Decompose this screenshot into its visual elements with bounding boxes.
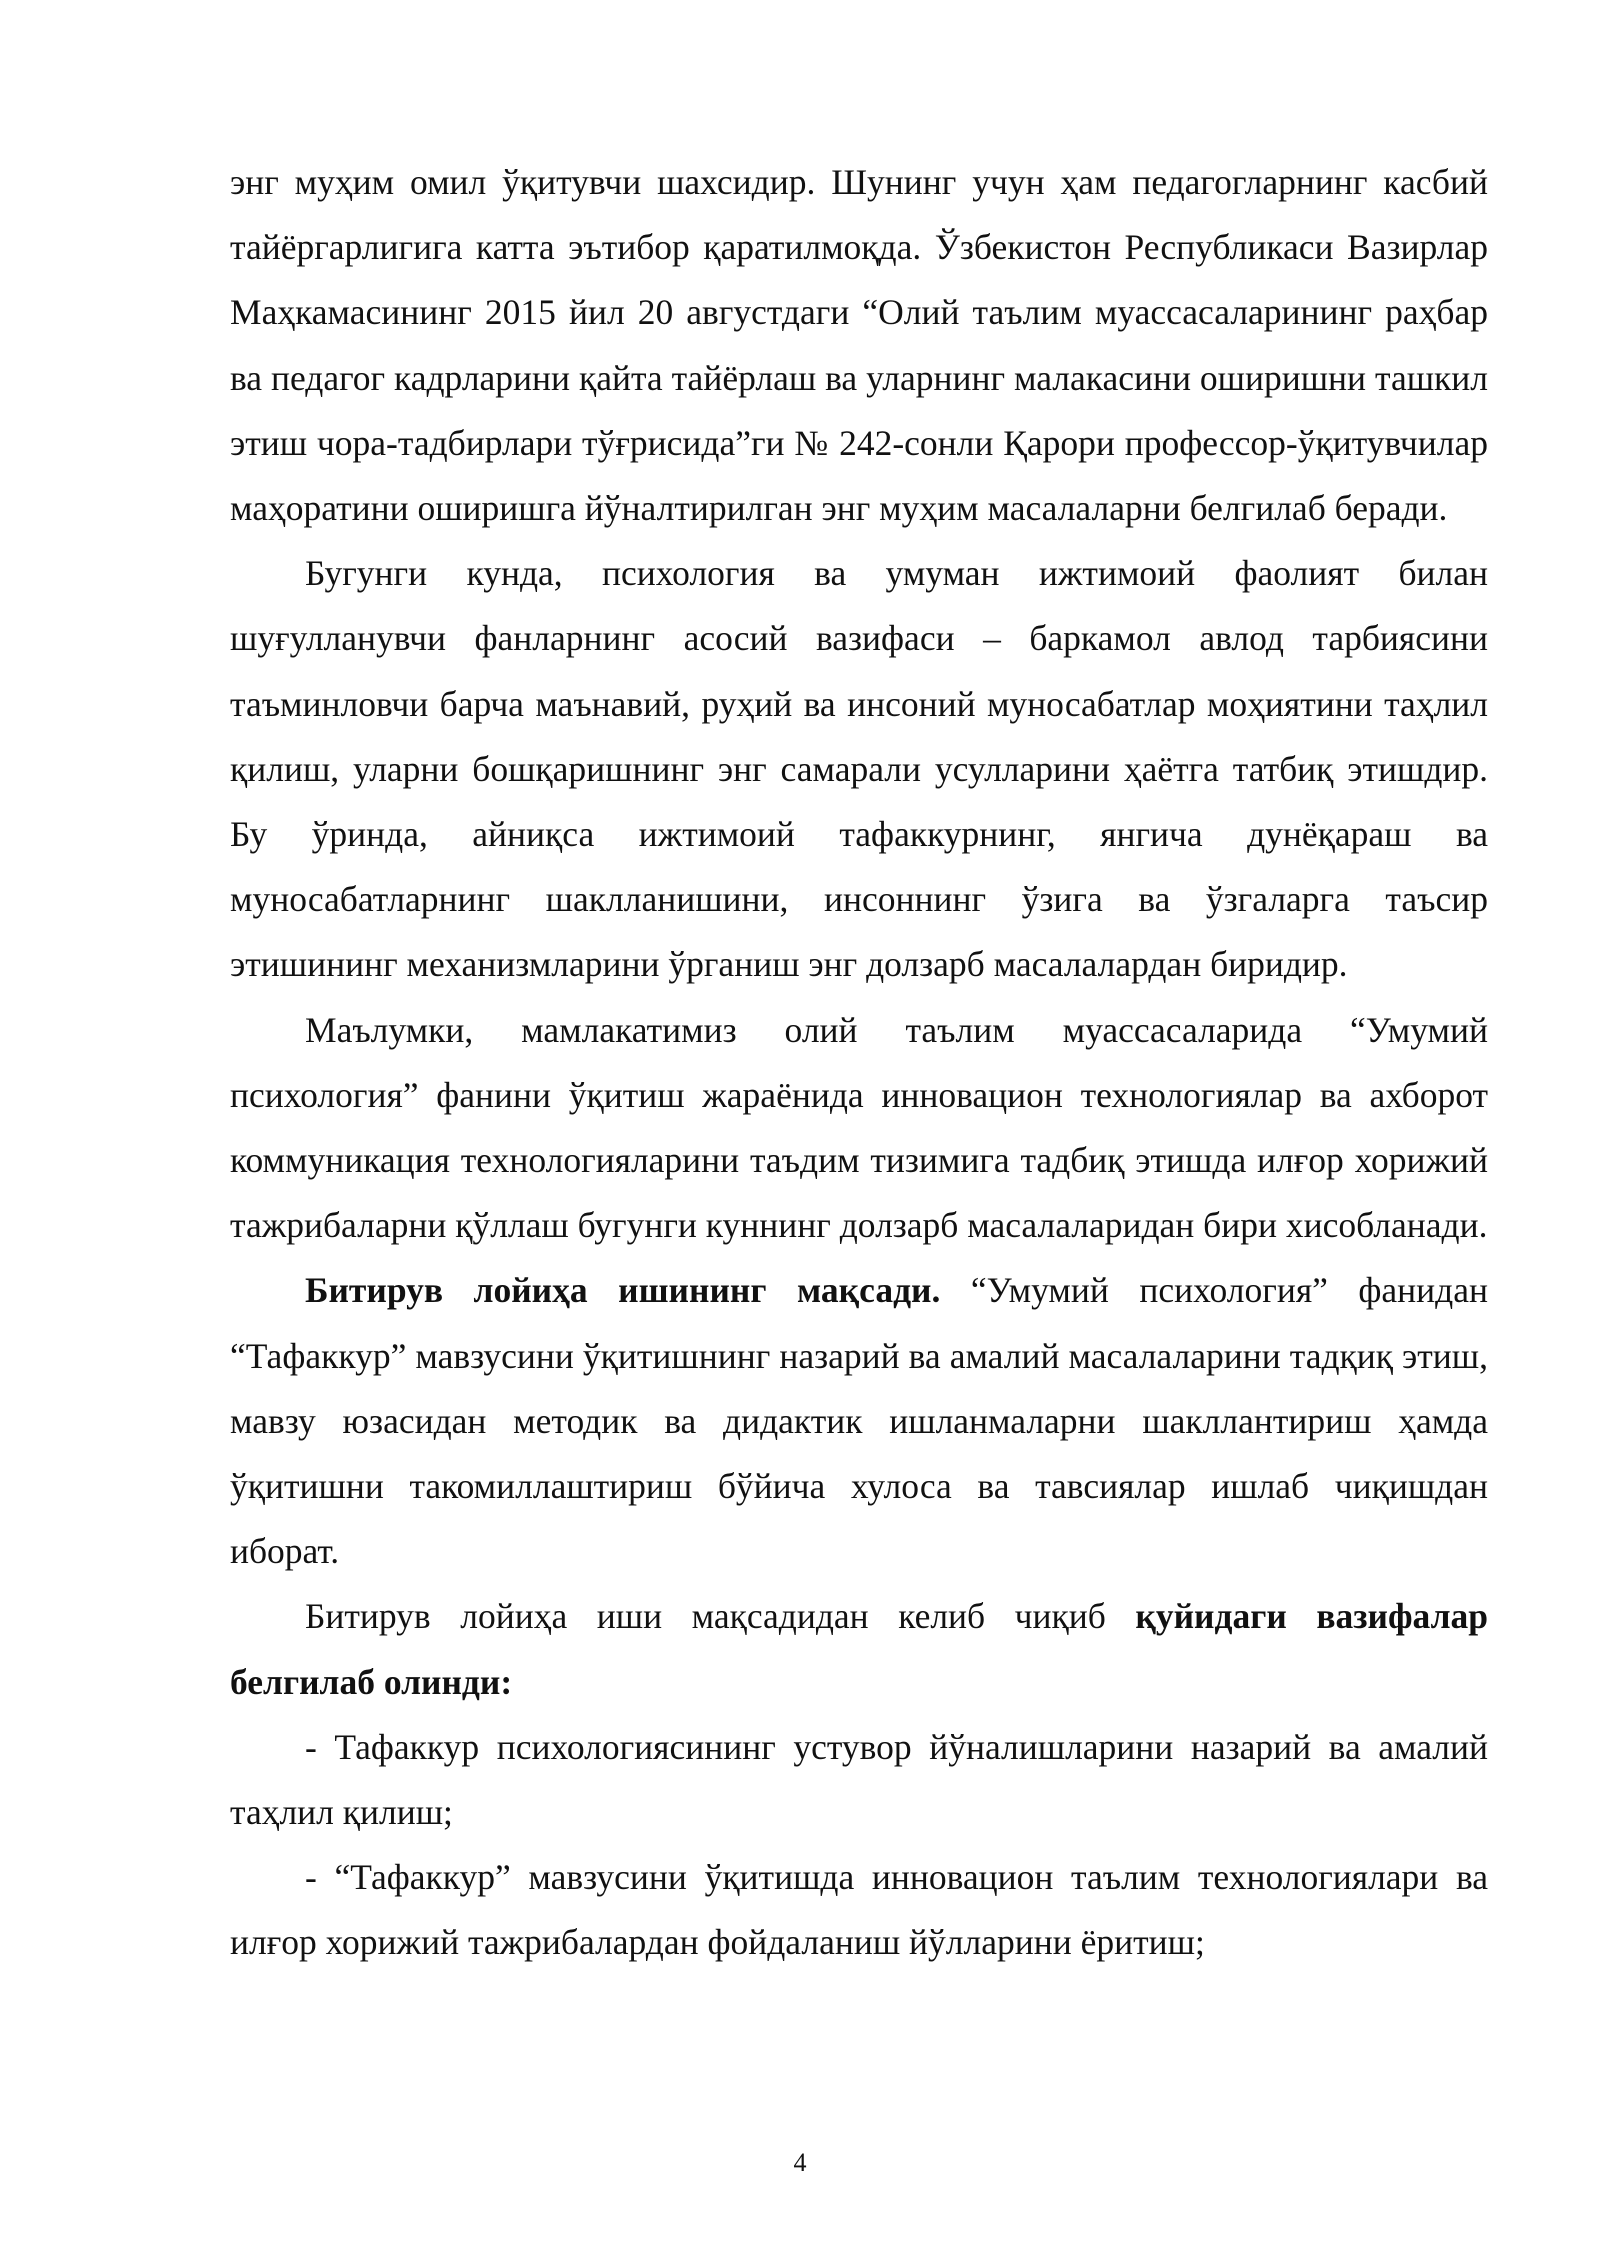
paragraph-3: Маълумки, мамлакатимиз олий таълим муассасаларида “Умумий психология” фанини ўқитиш жараёнида инновацион технологиялар ва ахборот коммуникация технологияларини таъдим тизимига тадбиқ этишда илғор хорижий тажрибаларни қўллаш бугунги куннинг долзарб масалаларидан бири хисобланади. [230, 1009, 1488, 1246]
paragraph-4-heading: Битирув лойиҳа ишининг мақсади. [305, 1270, 941, 1311]
paragraph-5-emphasis: қуйидаги вазифалар белгилаб олинди: [230, 1596, 1488, 1702]
paragraph-2: Бугунги кунда, психология ва умуман ижтимоий фаолият билан шуғулланувчи фанларнинг асосий вазифаси – баркамол авлод тарбиясини таъминловчи барча маънавий, руҳий ва инсоний муносабатлар моҳиятини таҳлил қилиш, уларни бошқаришнинг энг самарали усулларини ҳаётга татбиқ этишдир. Бу ўринда, айниқса ижтимоий тафаккурнинг, янгича дунёқараш ва муносабатларнинг шаклланишини, инсоннинг ўзига ва ўзгаларга таъсир этишининг механизмларини ўрганиш энг долзарб масалалардан биридир. [230, 553, 1488, 985]
page-number: 4 [793, 2148, 807, 2177]
paragraph-1: энг муҳим омил ўқитувчи шахсидир. Шунинг учун ҳам педагогларнинг касбий тайёргарлигига катта эътибор қаратилмоқда. Ўзбекистон Республикаси Вазирлар Маҳкамасининг 2015 йил 20 августдаги “Олий таълим муассасаларининг раҳбар ва педагог кадрларини қайта тайёрлаш ва уларнинг малакасини оширишни ташкил этиш чора-тадбирлари тўғрисида”ги № 242-сонли Қарори профессор-ўқитувчилар маҳоратини оширишга йўналтирилган энг муҳим масалаларни белгилаб беради. [230, 162, 1488, 529]
paragraph-5-text: Битирув лойиҳа иши мақсадидан келиб чиқиб [305, 1596, 1136, 1637]
list-item-1: - Тафаккур психологиясининг устувор йўналишларини назарий ва амалий таҳлил қилиш; [230, 1726, 1488, 1833]
paragraph-4-text: “Умумий психология” фанидан “Тафаккур” мавзусини ўқитишнинг назарий ва амалий масалаларини тадқиқ этиш, мавзу юзасидан методик ва дидактик ишланмаларни шакллантириш ҳамда ўқитишни такомиллаштириш бўйича хулоса ва тавсиялар ишлаб чиқишдан иборат. [230, 1270, 1488, 1572]
paragraph-4 [230, 1258, 1488, 1584]
paragraph-5 [230, 1584, 1488, 1714]
document-page [230, 150, 1488, 1976]
list-item-2: - “Тафаккур” мавзусини ўқитишда инновацион таълим технологиялари ва илғор хорижий тажрибалардан фойдаланиш йўлларини ёритиш; [230, 1857, 1488, 1963]
